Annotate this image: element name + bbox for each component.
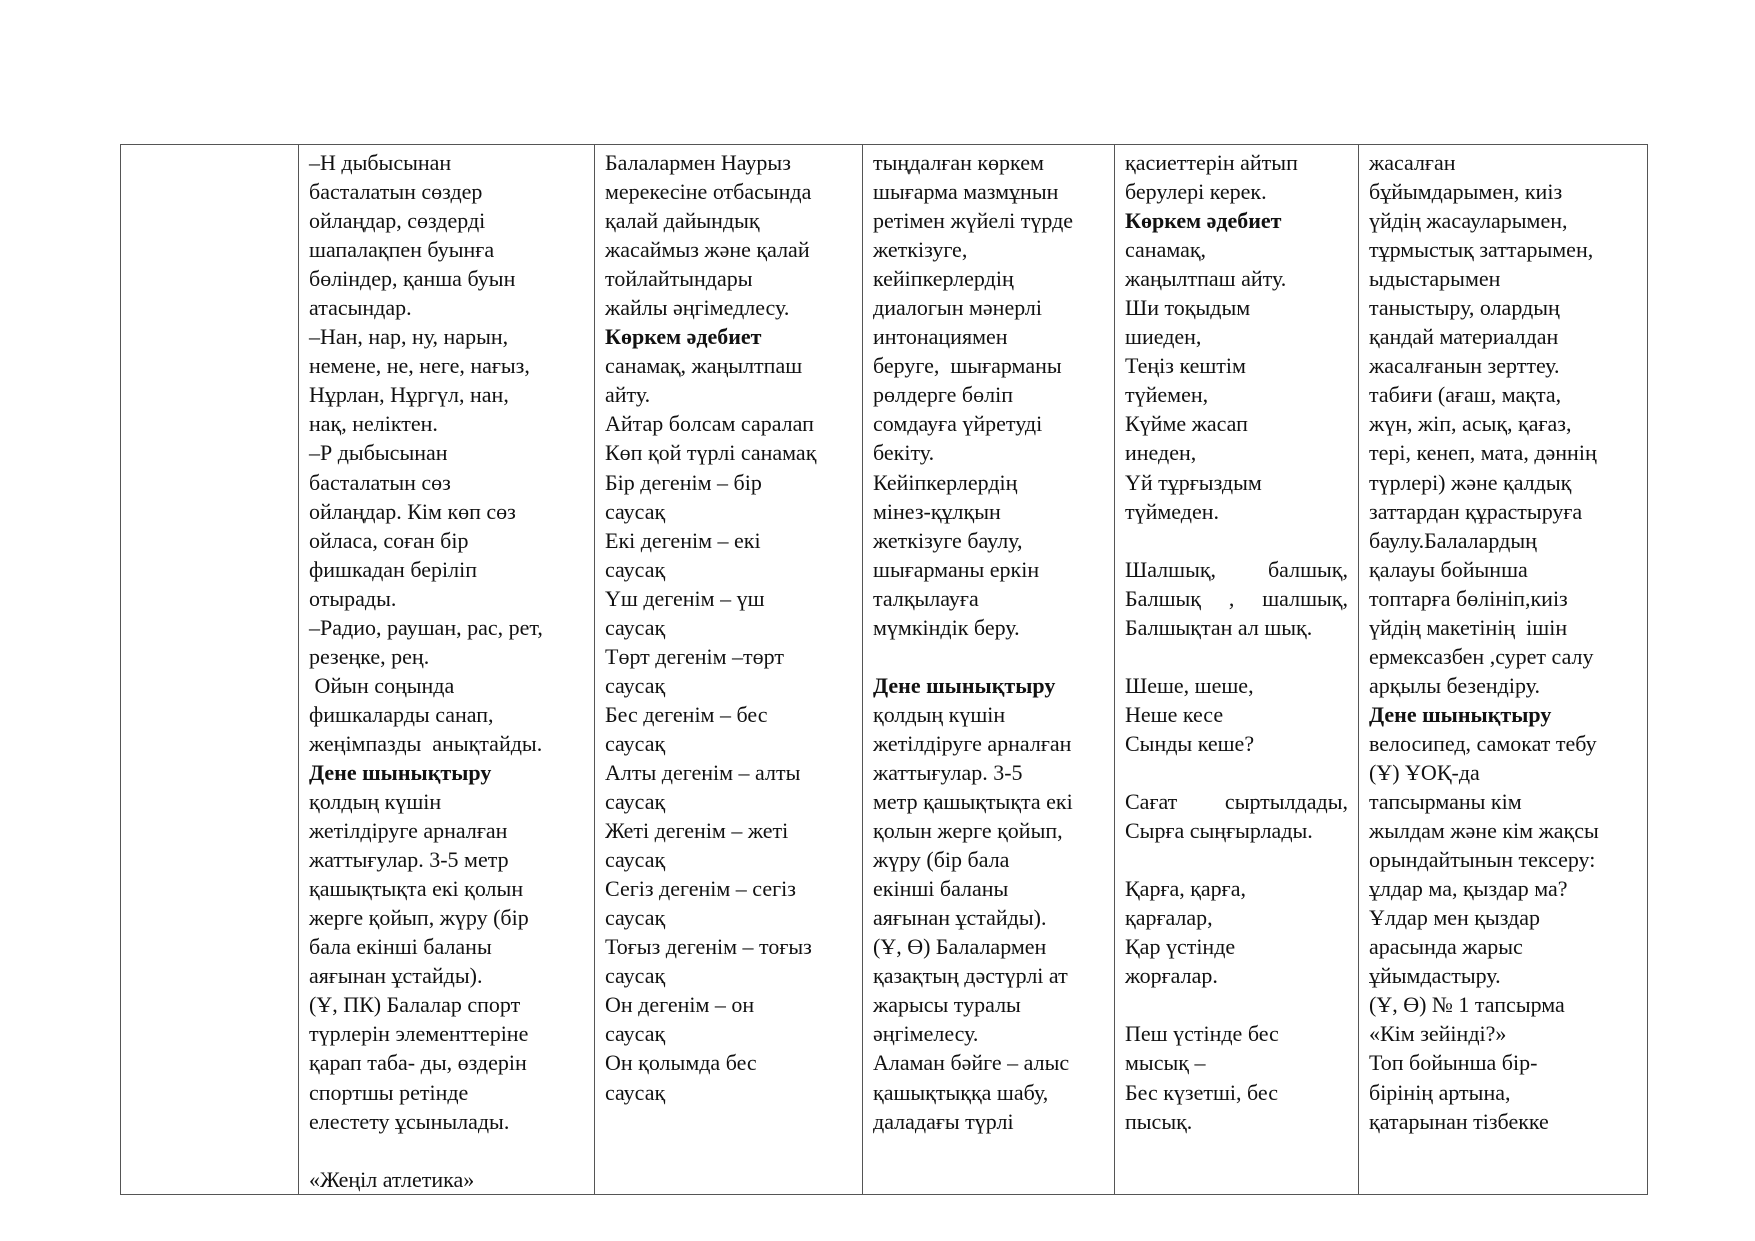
text-line: [1125, 990, 1348, 1019]
text-line: саусақ: [605, 1079, 666, 1105]
text-line: фишкаларды санап,: [309, 701, 494, 727]
text-line: интонациямен: [873, 324, 1008, 350]
section-heading: Көркем әдебиет: [605, 324, 762, 350]
text-line: Күйме жасап: [1125, 411, 1248, 437]
text-line: немене, не, неге, нағыз,: [309, 353, 530, 379]
text-line: әңгімелесу.: [873, 1021, 979, 1047]
text-line: жайлы әңгімедлесу.: [605, 295, 790, 321]
text-line: табиғи (ағаш, мақта,: [1369, 382, 1562, 408]
text-line: түйемен,: [1125, 382, 1209, 408]
text-line: Сағат сыртылдады,: [1125, 789, 1348, 815]
table-cell-col-5: [1115, 145, 1359, 1195]
text-line: Ойын соңында: [309, 672, 455, 698]
text-line: (Ұ, Ө) № 1 тапсырма: [1369, 992, 1565, 1018]
text-line: спортшы ретінде: [309, 1079, 469, 1105]
text-line: түймеден.: [1125, 498, 1220, 524]
text-line: жаттығулар. 3-5: [873, 759, 1023, 785]
table-cell-col-6: [1359, 145, 1648, 1195]
text-line: тойлайтындары: [605, 266, 753, 292]
text-line: рөлдерге бөліп: [873, 382, 1013, 408]
text-line: бала екінші баланы: [309, 934, 492, 960]
text-line: ұйымдастыру.: [1369, 963, 1501, 989]
text-line: орындайтынын тексеру:: [1369, 847, 1596, 873]
section-heading: Дене шынықтыру: [309, 759, 492, 785]
text-line: велосипед, самокат тебу: [1369, 730, 1597, 756]
text-line: тұрмыстық заттарымен,: [1369, 237, 1594, 263]
text-line: арасында жарыс: [1369, 934, 1523, 960]
text-line: Үй тұрғыздым: [1125, 469, 1262, 495]
section-heading: Дене шынықтыру: [873, 672, 1056, 698]
text-line: Тоғыз дегенім – тоғыз: [605, 934, 812, 960]
text-line: санамақ, жаңылтпаш: [605, 353, 803, 379]
text-line: (Ұ, Ө) Балалармен: [873, 934, 1047, 960]
text-line: жүн, жіп, асық, қағаз,: [1369, 411, 1572, 437]
text-line: атасындар.: [309, 295, 412, 321]
table-cell-col-3: [595, 145, 863, 1195]
text-line: Бес дегенім – бес: [605, 701, 768, 727]
text-line: диалогын мәнерлі: [873, 295, 1043, 321]
text-line: қазақтың дәстүрлі ат: [873, 963, 1068, 989]
text-line: жерге қойып, жүру (бір: [309, 905, 529, 931]
text-line: Пеш үстінде бес: [1125, 1021, 1279, 1047]
text-line: Бес күзетші, бес: [1125, 1079, 1279, 1105]
text-line: жасалған: [1369, 150, 1456, 175]
text-line: үйдің жасауларымен,: [1369, 208, 1568, 234]
table-cell-col-2: [299, 145, 595, 1195]
text-line: мінез-құлқын: [873, 498, 1001, 524]
text-line: [1125, 845, 1348, 874]
text-line: тері, кенеп, мата, дәннің: [1369, 440, 1597, 466]
text-line: саусақ: [605, 498, 666, 524]
text-line: кейіпкерлердің: [873, 266, 1014, 292]
text-line: Алты дегенім – алты: [605, 759, 801, 785]
text-line: ойлаңдар. Кім көп сөз: [309, 498, 516, 524]
text-line: үйдің макетінің ішін: [1369, 614, 1568, 640]
text-line: [1125, 642, 1348, 671]
text-line: инеден,: [1125, 440, 1197, 466]
text-line: түрлері) және қалдық: [1369, 469, 1572, 495]
text-line: мерекесіне отбасында: [605, 179, 812, 205]
text-line: қандай материалдан: [1369, 324, 1559, 350]
text-line: –Нан, нар, ну, нарын,: [309, 324, 509, 350]
text-line: [1125, 526, 1348, 555]
text-line: «Жеңіл атлетика»: [309, 1166, 475, 1192]
text-line: саусақ: [605, 730, 666, 756]
text-line: нақ, неліктен.: [309, 411, 438, 437]
text-line: Жеті дегенім – жеті: [605, 818, 789, 844]
text-line: ойлаңдар, сөздерді: [309, 208, 486, 234]
text-line: мысық –: [1125, 1050, 1206, 1076]
text-line: қалауы бойынша: [1369, 556, 1528, 582]
text-line: Сырға сыңғырлады.: [1125, 818, 1313, 844]
text-line: берулері керек.: [1125, 179, 1267, 205]
text-line: Балшықтан ал шық.: [1125, 614, 1313, 640]
table-row: [121, 145, 1648, 1195]
text-line: (Ұ) ҰОҚ-да: [1369, 759, 1480, 785]
text-line: –Н дыбысынан: [309, 150, 452, 175]
text-line: елестету ұсынылады.: [309, 1108, 510, 1134]
text-line: саусақ: [605, 614, 666, 640]
text-line: жетілдіруге арналған: [309, 818, 508, 844]
text-line: ыдыстарымен: [1369, 266, 1501, 292]
text-line: Сегіз дегенім – сегіз: [605, 876, 796, 902]
text-line: басталатын сөз: [309, 469, 451, 495]
text-line: фишкадан беріліп: [309, 556, 477, 582]
text-line: саусақ: [605, 556, 666, 582]
text-line: қашықтықта екі қолын: [309, 876, 524, 902]
text-line: Кейіпкерлердің: [873, 469, 1018, 495]
text-line: бұйымдарымен, киіз: [1369, 179, 1563, 205]
text-line: Он қолымда бес: [605, 1050, 757, 1076]
text-line: Қар үстінде: [1125, 934, 1236, 960]
plan-table: [120, 144, 1648, 1195]
text-line: Ұлдар мен қыздар: [1369, 905, 1541, 931]
text-line: Шалшық, балшық,: [1125, 556, 1348, 582]
text-line: резеңке, рең.: [309, 643, 430, 669]
text-line: таныстыру, олардың: [1369, 295, 1560, 321]
text-line: Қарға, қарға,: [1125, 876, 1246, 902]
text-line: жорғалар.: [1125, 963, 1218, 989]
text-line: саусақ: [605, 789, 666, 815]
text-line: ұлдар ма, қыздар ма?: [1369, 876, 1568, 902]
text-line: ермексазбен ,сурет салу: [1369, 643, 1594, 669]
text-line: қолдың күшін: [873, 701, 1006, 727]
text-line: Төрт дегенім –төрт: [605, 643, 784, 669]
text-line: бөліндер, қанша буын: [309, 266, 516, 292]
text-line: екінші баланы: [873, 876, 1009, 902]
text-line: Теңіз кештім: [1125, 353, 1246, 379]
text-line: Аламан бәйге – алыс: [873, 1050, 1070, 1076]
text-line: тыңдалған көркем: [873, 150, 1044, 175]
text-line: баулу.Балалардың: [1369, 527, 1537, 553]
text-line: қолын жерге қойып,: [873, 818, 1063, 844]
text-line: жасалғанын зерттеу.: [1369, 353, 1560, 379]
text-line: топтарға бөлініп,киіз: [1369, 585, 1568, 611]
text-line: саусақ: [605, 672, 666, 698]
text-line: санамақ,: [1125, 237, 1207, 263]
text-line: «Кім зейінді?»: [1369, 1021, 1507, 1047]
text-line: аяғынан ұстайды).: [873, 905, 1047, 931]
text-line: шығарма мазмұнын: [873, 179, 1059, 205]
text-line: –Радио, раушан, рас, рет,: [309, 614, 543, 640]
text-line: қатарынан тізбекке: [1369, 1108, 1549, 1134]
text-line: Он дегенім – он: [605, 992, 755, 1018]
text-line: жаңылтпаш айту.: [1125, 266, 1287, 292]
text-line: саусақ: [605, 1021, 666, 1047]
text-line: метр қашықтықта екі: [873, 789, 1073, 815]
text-line: отырады.: [309, 585, 397, 611]
table-cell-col-1: [121, 145, 299, 1195]
text-line: саусақ: [605, 963, 666, 989]
text-line: қалай дайындық: [605, 208, 760, 234]
text-line: қолдың күшін: [309, 789, 442, 815]
text-line: Екі дегенім – екі: [605, 527, 761, 553]
section-heading: Көркем әдебиет: [1125, 208, 1282, 234]
text-line: Көп қой түрлі санамақ: [605, 440, 817, 466]
text-line: жылдам және кім жақсы: [1369, 818, 1599, 844]
table-cell-col-4: [863, 145, 1115, 1195]
text-line: түрлерін элементтеріне: [309, 1021, 529, 1047]
text-line: бекіту.: [873, 440, 935, 466]
text-line: Нұрлан, Нұргүл, нан,: [309, 382, 509, 408]
text-line: шығарманы еркін: [873, 556, 1040, 582]
text-line: ретімен жүйелі түрде: [873, 208, 1074, 234]
text-line: (Ұ, ПК) Балалар спорт: [309, 992, 521, 1018]
text-line: жеткізуге,: [873, 237, 968, 263]
text-line: Шеше, шеше,: [1125, 672, 1254, 698]
text-line: талқылауға: [873, 585, 979, 611]
text-line: Үш дегенім – үш: [605, 585, 765, 611]
text-line: жарысы туралы: [873, 992, 1021, 1018]
text-line: жүру (бір бала: [873, 847, 1010, 873]
text-line: жеңімпазды анықтайды.: [309, 730, 543, 756]
text-line: Балшық , шалшық,: [1125, 585, 1348, 611]
text-line: тапсырманы кім: [1369, 789, 1522, 815]
text-line: [1125, 758, 1348, 787]
text-line: Балалармен Наурыз: [605, 150, 791, 175]
text-line: пысық.: [1125, 1108, 1193, 1134]
text-line: Топ бойынша бір-: [1369, 1050, 1538, 1076]
text-line: шиеден,: [1125, 324, 1202, 350]
section-heading: Дене шынықтыру: [1369, 701, 1552, 727]
text-line: Айтар болсам саралап: [605, 411, 814, 437]
text-line: заттардан құрастыруға: [1369, 498, 1583, 524]
text-line: жасаймыз және қалай: [605, 237, 810, 263]
text-line: қасиеттерін айтып: [1125, 150, 1298, 175]
text-line: жетілдіруге арналған: [873, 730, 1072, 756]
text-line: даладағы түрлі: [873, 1108, 1014, 1134]
text-line: [309, 1136, 584, 1165]
text-line: жаттығулар. 3-5 метр: [309, 847, 509, 873]
text-line: аяғынан ұстайды).: [309, 963, 483, 989]
text-line: Неше кесе: [1125, 701, 1224, 727]
text-line: бірінің артына,: [1369, 1079, 1511, 1105]
text-line: Ши тоқыдым: [1125, 295, 1251, 321]
text-line: [873, 642, 1104, 671]
text-line: беруге, шығарманы: [873, 353, 1062, 379]
text-line: қарғалар,: [1125, 905, 1213, 931]
text-line: қарап таба- ды, өздерін: [309, 1050, 527, 1076]
text-line: шапалақпен буынға: [309, 237, 495, 263]
text-line: Сынды кеше?: [1125, 730, 1255, 756]
text-line: айту.: [605, 382, 651, 408]
text-line: Бір дегенім – бір: [605, 469, 762, 495]
text-line: ойласа, соған бір: [309, 527, 469, 553]
text-line: –Р дыбысынан: [309, 440, 448, 466]
text-line: арқылы безендіру.: [1369, 672, 1540, 698]
text-line: мүмкіндік беру.: [873, 614, 1020, 640]
text-line: саусақ: [605, 905, 666, 931]
text-line: басталатын сөздер: [309, 179, 483, 205]
text-line: жеткізуге баулу,: [873, 527, 1023, 553]
text-line: саусақ: [605, 847, 666, 873]
text-line: қашықтыққа шабу,: [873, 1079, 1049, 1105]
text-line: сомдауға үйретуді: [873, 411, 1043, 437]
